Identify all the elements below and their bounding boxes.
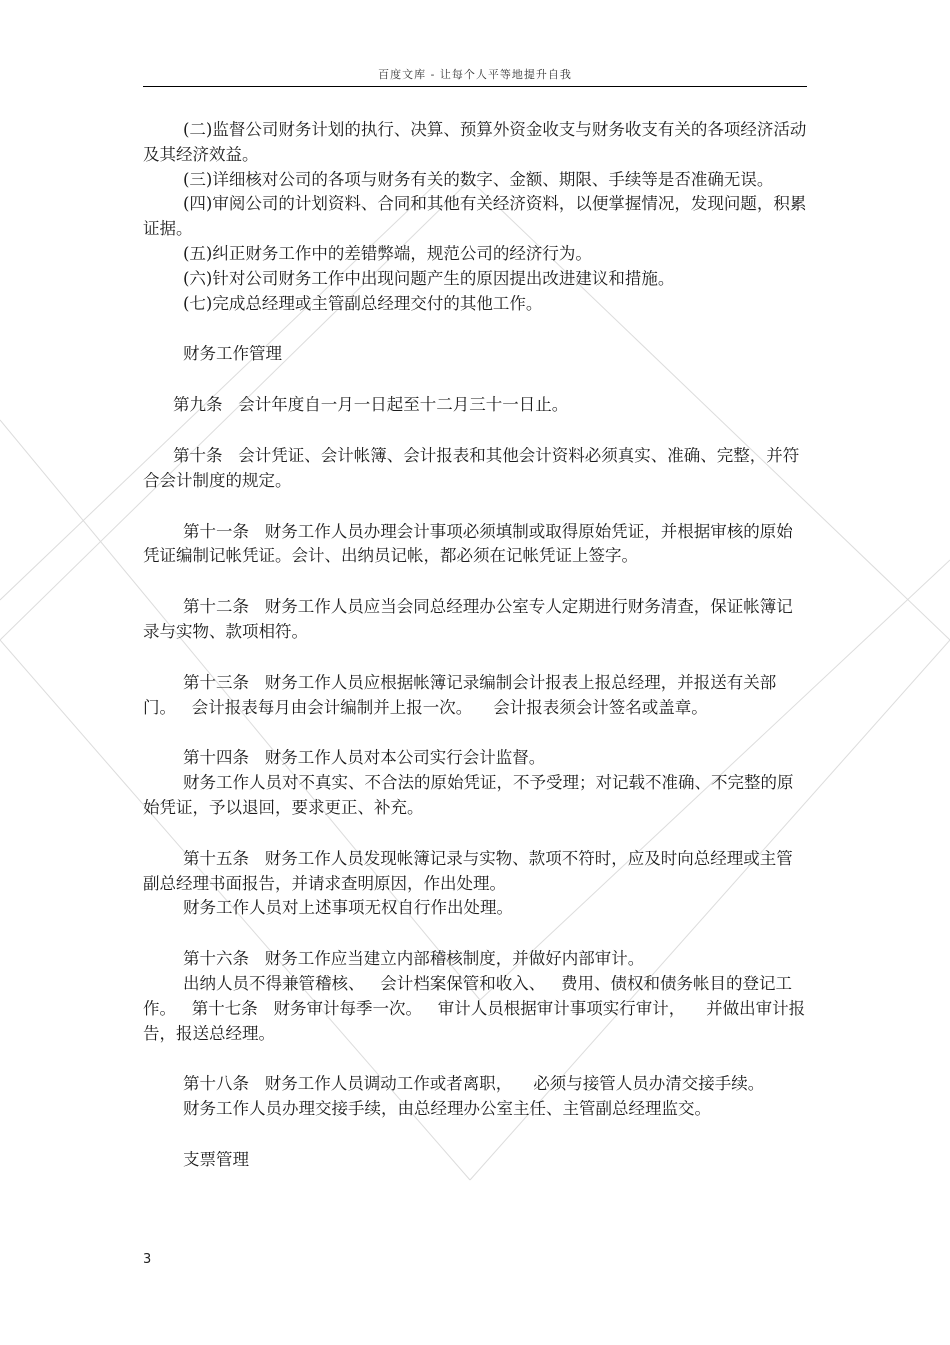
article-9: 第九条 会计年度自一月一日起至十二月三十一日止。 [173, 395, 569, 415]
article-15-detail: 财务工作人员对上述事项无权自行作出处理。 [183, 898, 513, 918]
article-14-detail: 财务工作人员对不真实、不合法的原始凭证，不予受理；对记载不准确、不完整的原始凭证，予以退回，要求更正、补充。 [143, 773, 794, 817]
paragraph-item-3: (三)详细核对公司的各项与财务有关的数字、金额、期限、手续等是否准确无误。 [183, 169, 774, 189]
paragraph-item-4: (四)审阅公司的计划资料、合同和其他有关经济资料，以便掌握情况，发现问题，积累证据。 [143, 194, 807, 239]
page-number: 3 [143, 1252, 152, 1267]
article-12: 第十二条 财务工作人员应当会同总经理办公室专人定期进行财务清查，保证帐簿记录与实物、款项相符。 [143, 597, 793, 641]
paragraph-item-6: (六)针对公司财务工作中出现问题产生的原因提出改进建议和措施。 [183, 268, 675, 288]
paragraph-item-7: (七)完成总经理或主管副总经理交付的其他工作。 [183, 293, 543, 313]
paragraph-item-2: (二)监督公司财务计划的执行、决算、预算外资金收支与财务收支有关的各项经济活动及其经济效益。 [143, 120, 807, 164]
page-header: 百度文库 - 让每个人平等地提升自我 [378, 68, 572, 81]
article-18: 第十八条 财务工作人员调动工作或者离职， 必须与接管人员办清交接手续。 [183, 1074, 765, 1094]
article-15: 第十五条 财务工作人员发现帐簿记录与实物、款项不符时，应及时向总经理或主管副总经理书面报告，并请求查明原因，作出处理。 [143, 848, 793, 893]
article-16: 第十六条 财务工作应当建立内部稽核制度，并做好内部审计。 [183, 949, 645, 969]
article-13: 第十三条 财务工作人员应根据帐簿记录编制会计报表上报总经理，并报送有关部门。 会计报表每月由会计编制并上报一次。 会计报表须会计签名或盖章。 [143, 672, 777, 717]
article-14: 第十四条 财务工作人员对本公司实行会计监督。 [183, 748, 546, 768]
article-11: 第十一条 财务工作人员办理会计事项必须填制或取得原始凭证，并根据审核的原始凭证编制记帐凭证。会计、出纳员记帐，都必须在记帐凭证上签字。 [143, 521, 793, 566]
section-heading-finance-management: 财务工作管理 [183, 344, 282, 364]
section-heading-check-management: 支票管理 [183, 1149, 249, 1169]
article-16-17-detail: 出纳人员不得兼管稽核、 会计档案保管和收入、 费用、债权和债务帐目的登记工作。 第十七条 财务审计每季一次。 审计人员根据审计事项实行审计， 并做出审计报告，报送总经理。 [143, 973, 806, 1043]
document-body [143, 118, 807, 1173]
article-18-detail: 财务工作人员办理交接手续，由总经理办公室主任、主管副总经理监交。 [183, 1099, 711, 1119]
paragraph-item-5: (五)纠正财务工作中的差错弊端，规范公司的经济行为。 [183, 243, 592, 263]
header-divider [143, 86, 807, 87]
article-10: 第十条 会计凭证、会计帐簿、会计报表和其他会计资料必须真实、准确、完整，并符合会计制度的规定。 [143, 445, 800, 490]
